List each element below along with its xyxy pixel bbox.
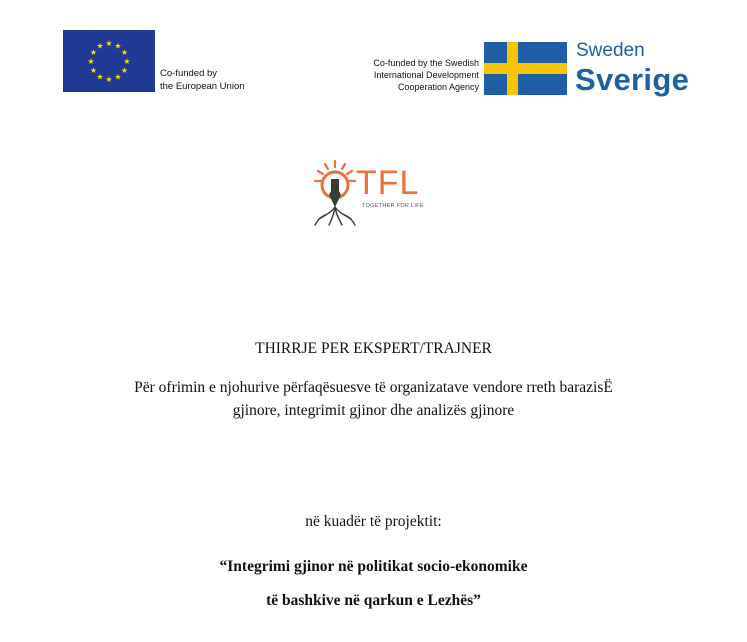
subtitle-line: gjinore, integrimit gjinor dhe analizës gjinore (232, 402, 515, 419)
svg-text:★: ★ (96, 72, 104, 82)
subtitle-line: Për ofrimin e njohurive përfaqësuesve të organizatave vendore rreth barazisË (134, 379, 613, 396)
eu-caption-line: the European Union (160, 81, 245, 92)
document-title: THIRRJE PER EKSPERT/TRAJNER (255, 340, 492, 357)
tfl-logo-letters: TFL (356, 164, 420, 202)
project-title-line: të bashkive në qarkun e Lezhës” (266, 592, 481, 609)
sweden-caption-line: Co-funded by the Swedish (373, 58, 479, 68)
svg-text:★: ★ (114, 41, 122, 51)
svg-text:★: ★ (123, 57, 131, 66)
eu-flag-logo (63, 30, 155, 92)
project-context: në kuadër të projektit: (305, 513, 442, 530)
eu-cofunded-caption (160, 67, 245, 93)
sweden-caption-line: International Development (373, 70, 479, 80)
document-subtitle (80, 376, 667, 422)
eu-caption-line: Co-funded by (160, 68, 218, 79)
sweden-caption-line: Cooperation Agency (397, 82, 479, 92)
svg-text:★: ★ (114, 72, 122, 82)
eu-stars-icon (63, 30, 155, 92)
tfl-tagline: TOGETHER FOR LIFE (362, 203, 424, 209)
svg-text:★: ★ (105, 75, 113, 84)
svg-text:★: ★ (89, 66, 98, 75)
sweden-wordmark-en: Sweden (576, 40, 645, 61)
sweden-cofunded-caption (259, 57, 479, 93)
svg-text:★: ★ (96, 41, 104, 51)
project-title-line: “Integrimi gjinor në politikat socio-ekonomike (219, 558, 528, 575)
sweden-wordmark-sv: Sverige (575, 62, 690, 97)
svg-text:★: ★ (87, 57, 95, 66)
svg-text:★: ★ (120, 66, 129, 75)
swedish-flag-logo (484, 42, 567, 95)
svg-text:★: ★ (89, 48, 98, 57)
project-title (0, 550, 747, 618)
svg-text:★: ★ (120, 48, 129, 57)
svg-text:★: ★ (105, 39, 113, 48)
